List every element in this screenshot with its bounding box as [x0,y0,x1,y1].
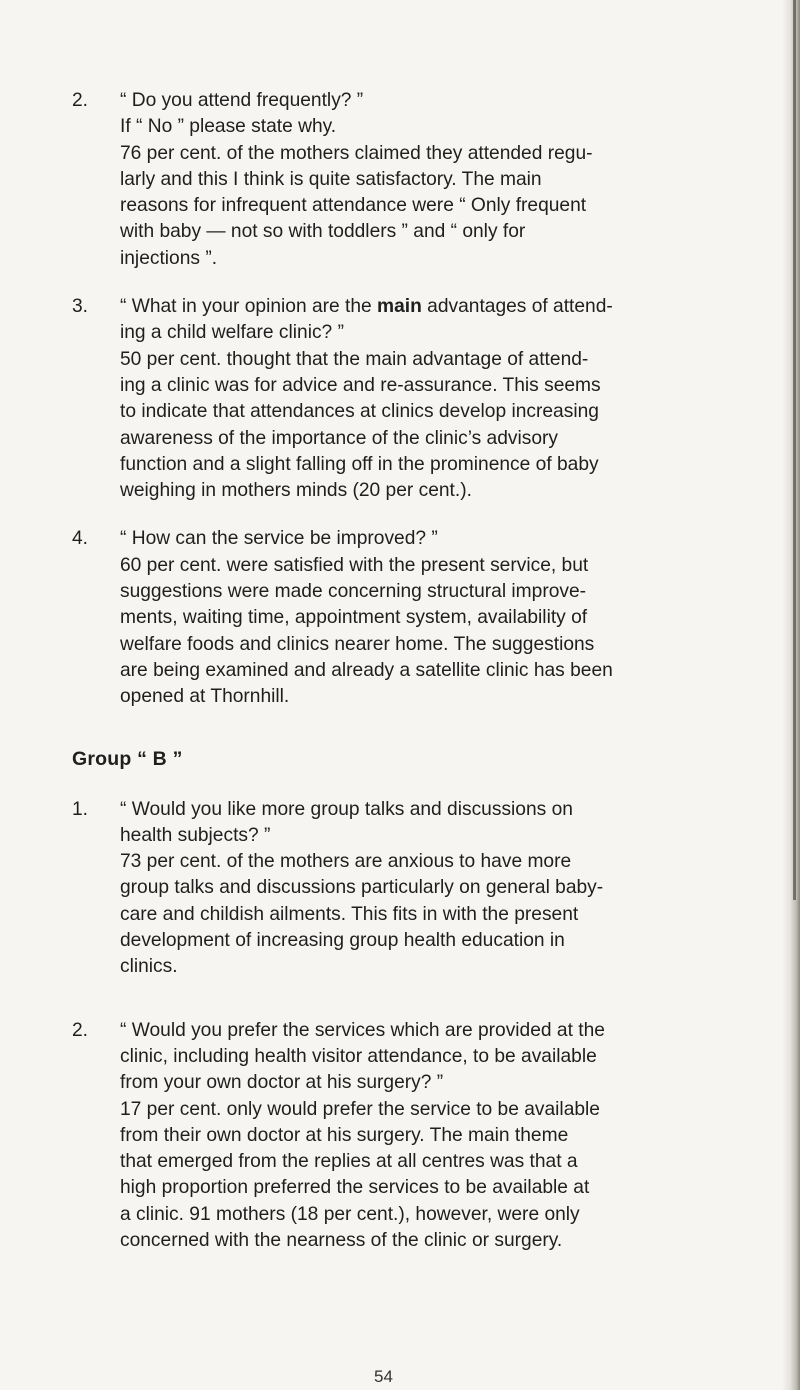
answer-line: ments, waiting time, appointment system, availability of [120,607,588,629]
page-number: 54 [374,1367,393,1386]
answer-line: opened at Thornhill. [120,686,290,708]
answer-line: suggestions were made concerning structural improve- [120,581,587,603]
question-emphasis: main [377,296,422,318]
answer-line: injections ”. [120,247,218,269]
question-text: “ How can the service be improved? ” [120,528,438,550]
answer-line: are being examined and already a satellite clinic has been [120,659,613,681]
answer-line: larly and this I think is quite satisfactory. The main [120,168,542,190]
answer-line: welfare foods and clinics nearer home. The suggestions [120,633,595,655]
question-item-a2 [72,88,786,272]
question-text: “ Would you prefer the services which are provided at the [120,1019,605,1041]
answer-line: 76 per cent. of the mothers claimed they attended regu- [120,142,593,164]
question-text-line2: clinic, including health visitor attendance, to be available [120,1045,597,1067]
answer-line: clinics. [120,956,178,978]
item-number: 3. [72,296,89,318]
answer-line: high proportion preferred the services to be available at [120,1177,590,1199]
answer-line: from their own doctor at his surgery. The main theme [120,1124,569,1146]
answer-line: care and childish ailments. This fits in with the present [120,903,579,925]
answer-line: awareness of the importance of the clinic’s advisory [120,427,558,449]
question-text [120,294,786,320]
answer-line: If “ No ” please state why. [120,116,337,138]
document-body [72,88,786,1254]
question-text-start: “ What in your opinion are the [120,296,378,318]
answer-line: weighing in mothers minds (20 per cent.). [120,480,472,502]
question-text-line2: ing a child welfare clinic? ” [120,322,344,344]
question-item-b1 [72,797,786,981]
group-b-heading: Group “ B ” [72,747,183,770]
item-number: 4. [72,528,89,550]
question-text-line3: from your own doctor at his surgery? ” [120,1072,444,1094]
question-text: “ Would you like more group talks and discussions on [120,798,573,820]
answer-line: to indicate that attendances at clinics develop increasing [120,401,599,423]
answer-line: 17 per cent. only would prefer the service to be available [120,1098,600,1120]
item-number: 1. [72,798,89,820]
answer-line: with baby — not so with toddlers ” and “ only for [120,221,526,243]
answer-line: 73 per cent. of the mothers are anxious to have more [120,851,572,873]
item-number: 2. [72,1019,89,1041]
question-item-a4 [72,526,786,710]
answer-line: development of increasing group health education in [120,930,565,952]
answer-line: a clinic. 91 mothers (18 per cent.), however, were only [120,1203,580,1225]
question-text: “ Do you attend frequently? ” [120,90,364,111]
question-text-line2: health subjects? ” [120,824,271,846]
answer-line: concerned with the nearness of the clinic or surgery. [120,1229,563,1251]
answer-line: that emerged from the replies at all centres was that a [120,1151,578,1173]
answer-line: 50 per cent. thought that the main advantage of attend- [120,348,589,370]
question-item-b2 [72,1018,786,1255]
answer-line: reasons for infrequent attendance were “ Only frequent [120,195,587,217]
question-text-end: advantages of attend- [421,296,613,318]
answer-line: ing a clinic was for advice and re-assurance. This seems [120,374,601,396]
answer-line: function and a slight falling off in the prominence of baby [120,453,599,475]
question-item-a3 [72,294,786,504]
answer-line: group talks and discussions particularly on general baby- [120,877,604,899]
answer-line: 60 per cent. were satisfied with the present service, but [120,554,589,576]
item-number: 2. [72,90,89,111]
